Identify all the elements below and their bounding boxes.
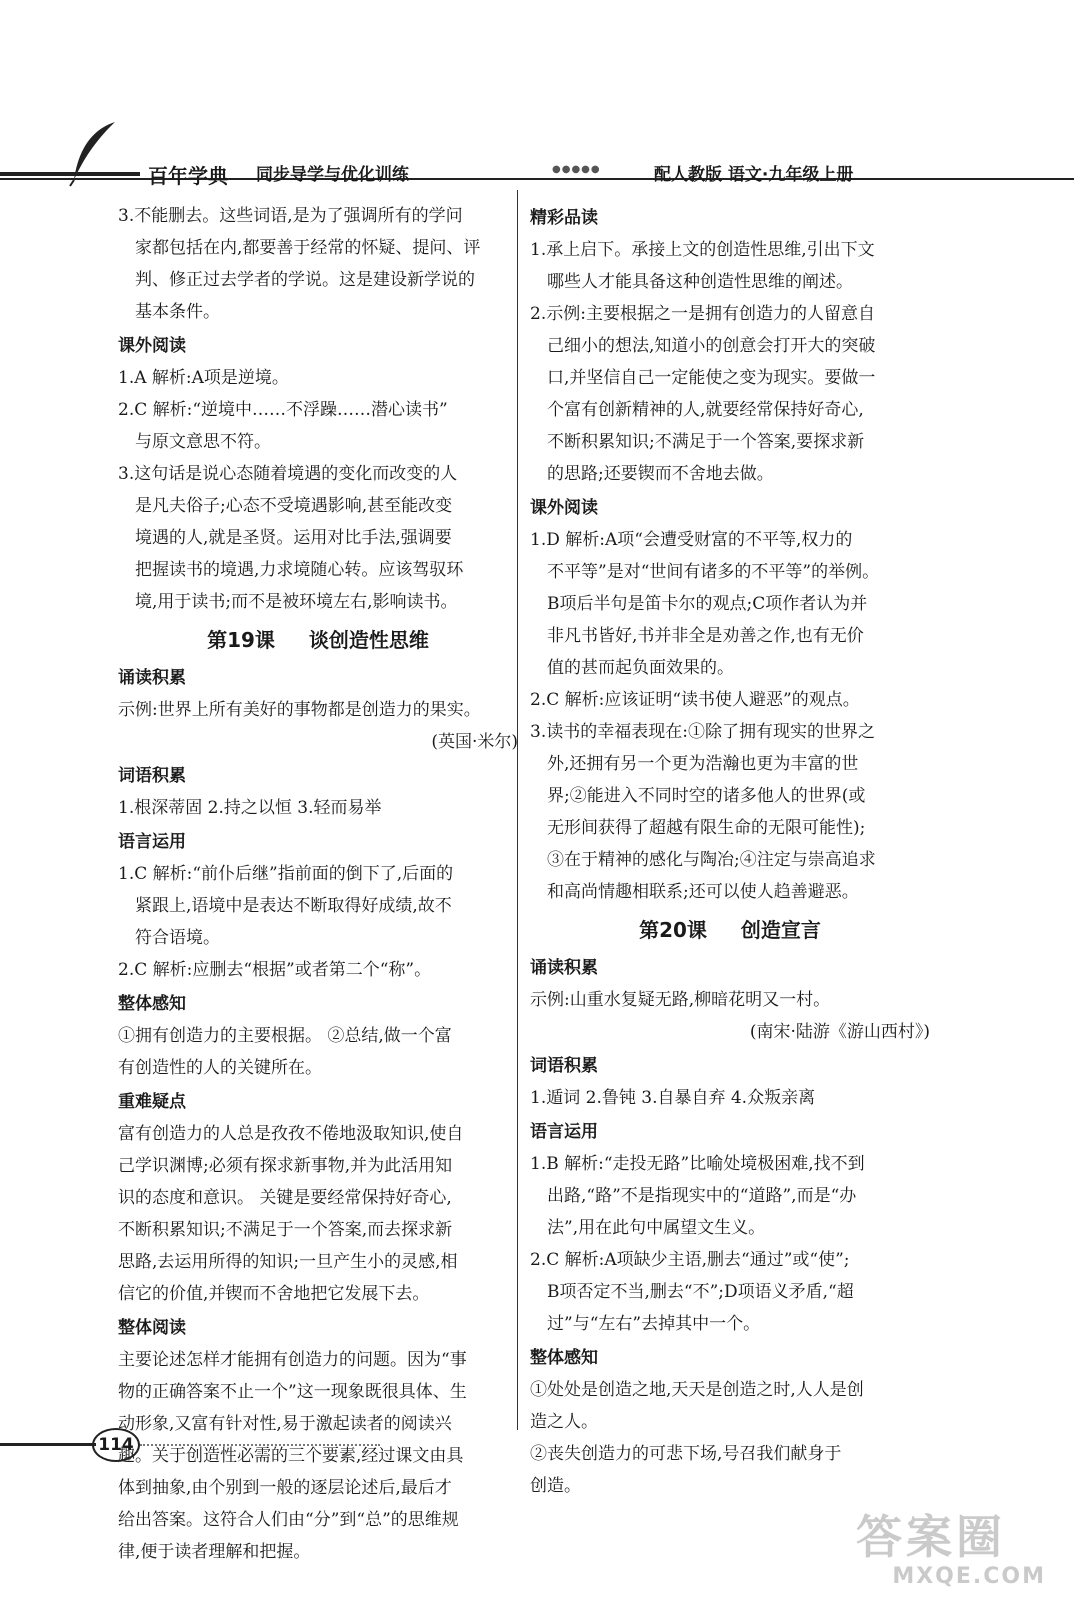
watermark-logo [856,1510,1056,1590]
text-line: 己学识渊博;必须有探求新事物,并为此活用知 [118,1156,453,1176]
text-line: 2.C 解析:应删去“根据”或者第二个“称”。 [118,960,432,980]
text-line: 境遇的人,就是圣贤。运用对比手法,强调要 [135,528,452,548]
text-line: 无形间获得了超越有限生命的无限可能性); [547,818,866,838]
text-line: 1.遁词 2.鲁钝 3.自暴自弃 4.众叛亲离 [530,1088,816,1108]
text-line: 2.C 解析:A项缺少主语,删去“通过”或“使”; [530,1250,850,1270]
section-heading: 整体阅读 [118,1318,186,1338]
text-line: 2.C 解析:“逆境中……不浮躁……潜心读书” [118,400,448,420]
section-heading: 语言运用 [118,832,186,852]
text-line: 体到抽象,由个别到一般的逐层论述后,最后才 [118,1478,452,1498]
text-line: 给出答案。这符合人们由“分”到“总”的思维规 [118,1510,459,1530]
lesson-title [530,910,930,950]
text-line: 哪些人才能具备这种创造性思维的阐述。 [547,272,853,292]
section-heading: 词语积累 [118,766,186,786]
text-line: 富有创造力的人总是孜孜不倦地汲取知识,使自 [118,1124,464,1144]
text-line: 境,用于读书;而不是被环境左右,影响读书。 [135,592,458,612]
text-line: B项后半句是笛卡尔的观点;C项作者认为并 [547,594,868,614]
text-line: 符合语境。 [135,928,220,948]
text-line: 1.C 解析:“前仆后继”指前面的倒下了,后面的 [118,864,454,884]
text-line: 趣。关于创造性必需的三个要素,经过课文由具 [118,1446,464,1466]
text-line: 个富有创新精神的人,就要经常保持好奇心, [547,400,864,420]
attribution: (英国·米尔) [431,732,518,752]
text-line: 思路,去运用所得的知识;一旦产生小的灵感,相 [118,1252,458,1272]
page-number: 114 [92,1428,140,1462]
text-line: 界;②能进入不同时空的诸多他人的世界(或 [547,786,866,806]
text-line: 己细小的想法,知道小的创意会打开大的突破 [547,336,876,356]
section-heading: 精彩品读 [530,208,598,228]
section-heading: 诵读积累 [118,668,186,688]
text-line: 信它的价值,并锲而不舍地把它发展下去。 [118,1284,430,1304]
text-line: 3.不能删去。这些词语,是为了强调所有的学问 [118,206,463,226]
text-line: 紧跟上,语境中是表达不断取得好成绩,故不 [135,896,452,916]
section-heading: 诵读积累 [530,958,598,978]
section-heading: 课外阅读 [118,336,186,356]
text-line: B项否定不当,删去“不”;D项语义矛盾,“超 [547,1282,854,1302]
text-line: 有创造性的人的关键所在。 [118,1058,322,1078]
section-heading: 课外阅读 [530,498,598,518]
text-line: 基本条件。 [135,302,220,322]
text-line: 过”与“左右”去掉其中一个。 [547,1314,761,1334]
watermark-url: MXQE.COM [892,1564,1046,1589]
text-line: 造之人。 [530,1412,598,1432]
footer-rule [0,1443,96,1446]
text-line: 1.承上启下。承接上文的创造性思维,引出下文 [530,240,875,260]
attribution: (南宋·陆游《游山西村》) [749,1022,930,1042]
text-line: 判、修正过去学者的学说。这是建设新学说的 [135,270,475,290]
footer-dotted-line [140,1444,380,1446]
text-line: 把握读书的境遇,力求境随心转。应该驾驭环 [135,560,464,580]
edition-label: 配人教版 语文·九年级上册 [654,165,854,185]
watermark-text: 答案圈 [856,1510,1006,1564]
text-line: 不平等”是对“世间有诸多的不平等”的举例。 [547,562,880,582]
text-line: 物的正确答案不止一个”这一现象既很具体、生 [118,1382,467,1402]
text-line: 值的甚而起负面效果的。 [547,658,734,678]
text-line: 1.B 解析:“走投无路”比喻处境极困难,找不到 [530,1154,865,1174]
text-line: 2.C 解析:应该证明“读书使人避恶”的观点。 [530,690,860,710]
text-line: 和高尚情趣相联系;还可以使人趋善避恶。 [547,882,859,902]
text-line: 1.A 解析:A项是逆境。 [118,368,289,388]
text-line: 律,便于读者理解和把握。 [118,1542,311,1562]
text-line: 不断积累知识;不满足于一个答案,而去探求新 [118,1220,453,1240]
text-line: 出路,“路”不是指现实中的“道路”,而是“办 [547,1186,857,1206]
text-line: 家都包括在内,都要善于经常的怀疑、提问、评 [135,238,481,258]
text-line: 示例:山重水复疑无路,柳暗花明又一村。 [530,990,831,1010]
text-line: 1.D 解析:A项“会遭受财富的不平等,权力的 [530,530,853,550]
text-line: ②丧失创造力的可悲下场,号召我们献身于 [530,1444,842,1464]
text-line: 非凡书皆好,书并非全是劝善之作,也有无价 [547,626,864,646]
text-line: 不断积累知识;不满足于一个答案,要探求新 [547,432,865,452]
text-line: 的思路;还要锲而不舍地去做。 [547,464,774,484]
text-line: 主要论述怎样才能拥有创造力的问题。因为“事 [118,1350,467,1370]
section-heading: 语言运用 [530,1122,598,1142]
section-heading: 词语积累 [530,1056,598,1076]
lesson-number: 第20课 [639,918,707,942]
text-line: ③在于精神的感化与陶冶;④注定与崇高追求 [547,850,876,870]
text-line: 创造。 [530,1476,581,1496]
left-column [118,200,518,1568]
text-line: 动形象,又富有针对性,易于激起读者的阅读兴 [118,1414,452,1434]
book-title: 百年学典 [148,164,228,188]
lesson-number: 第19课 [207,628,275,652]
section-heading: 重难疑点 [118,1092,186,1112]
book-subtitle: 同步导学与优化训练 [256,165,409,185]
lesson-name: 谈创造性思维 [308,628,429,652]
text-line: 外,还拥有另一个更为浩瀚也更为丰富的世 [547,754,859,774]
text-line: ①处处是创造之地,天天是创造之时,人人是创 [530,1380,864,1400]
text-line: 2.示例:主要根据之一是拥有创造力的人留意自 [530,304,875,324]
text-line: 法”,用在此句中属望文生义。 [547,1218,766,1238]
text-line: ①拥有创造力的主要根据。 ②总结,做一个富 [118,1026,452,1046]
lesson-name: 创造宣言 [740,918,821,942]
header-dots: ●●●●● [552,164,601,175]
section-heading: 整体感知 [118,994,186,1014]
right-column [530,200,930,1502]
text-line: 识的态度和意识。 关键是要经常保持好奇心, [118,1188,452,1208]
text-line: 1.根深蒂固 2.持之以恒 3.轻而易举 [118,798,382,818]
text-line: 口,并坚信自己一定能使之变为现实。要做一 [547,368,876,388]
header-rule-thick [0,172,140,176]
section-heading: 整体感知 [530,1348,598,1368]
text-line: 与原文意思不符。 [135,432,271,452]
text-line: 3.这句话是说心态随着境遇的变化而改变的人 [118,464,458,484]
text-line: 是凡夫俗子;心态不受境遇影响,甚至能改变 [135,496,453,516]
text-line: 3.读书的幸福表现在:①除了拥有现实的世界之 [530,722,875,742]
text-line: 示例:世界上所有美好的事物都是创造力的果实。 [118,700,481,720]
lesson-title [118,620,518,660]
